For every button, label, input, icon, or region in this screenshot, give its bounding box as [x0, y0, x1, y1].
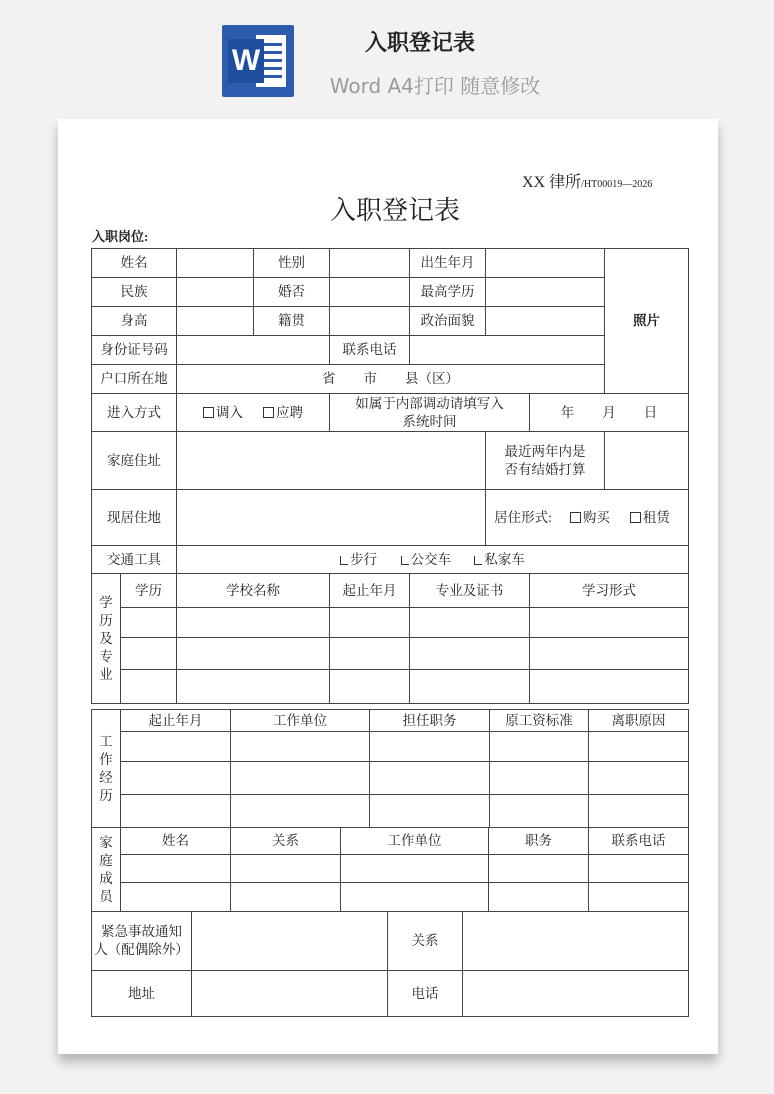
table-row [92, 670, 689, 704]
education-label: 最高学历 [410, 278, 486, 307]
family-header-relation: 关系 [231, 828, 341, 855]
hukou-field[interactable] [177, 365, 605, 394]
checkbox-icon [570, 512, 581, 523]
edu-header-degree: 学历 [121, 574, 177, 608]
position-label: 入职岗位: [92, 229, 149, 244]
edu-cell[interactable] [177, 608, 330, 638]
table-row [92, 546, 689, 574]
current-residence-label: 现居住地 [92, 490, 177, 546]
work-side-label: 工 作 经 历 [92, 710, 121, 828]
work-cell[interactable] [121, 795, 231, 828]
family-cell[interactable] [121, 883, 231, 912]
photo-cell[interactable]: 照片 [605, 249, 689, 394]
gender-field[interactable] [330, 249, 410, 278]
work-header-employer: 工作单位 [231, 710, 370, 732]
table-row [92, 883, 689, 912]
checkbox-icon [474, 556, 482, 565]
emergency-phone-field[interactable] [463, 971, 689, 1017]
doc-code: /HT00019—2026 [581, 179, 653, 190]
table-row [92, 432, 689, 490]
emergency-contact-field[interactable] [192, 912, 388, 971]
political-field[interactable] [486, 307, 605, 336]
work-cell[interactable] [231, 732, 370, 762]
edu-cell[interactable] [330, 608, 410, 638]
word-icon [222, 25, 294, 97]
edu-cell[interactable] [410, 608, 530, 638]
edu-cell[interactable] [121, 670, 177, 704]
table-row [92, 710, 689, 732]
height-label: 身高 [92, 307, 177, 336]
transport-label: 交通工具 [92, 546, 177, 574]
internal-transfer-note: 如属于内部调动请填写入 系统时间 [330, 394, 530, 432]
county-label: 县（区） [405, 371, 459, 386]
work-cell[interactable] [231, 795, 370, 828]
id-number-label: 身份证号码 [92, 336, 177, 365]
work-cell[interactable] [121, 762, 231, 795]
birth-label: 出生年月 [410, 249, 486, 278]
id-number-field[interactable] [177, 336, 330, 365]
work-header-salary: 原工资标准 [490, 710, 589, 732]
car-checkbox[interactable]: 私家车 [474, 552, 525, 567]
work-cell[interactable] [490, 732, 589, 762]
name-label: 姓名 [92, 249, 177, 278]
banner-subtitle: Word A4打印 随意修改 [329, 74, 541, 98]
edu-header-period: 起止年月 [330, 574, 410, 608]
education-field[interactable] [486, 278, 605, 307]
family-cell[interactable] [231, 883, 341, 912]
family-header-name: 姓名 [121, 828, 231, 855]
work-cell[interactable] [231, 762, 370, 795]
table-row [92, 638, 689, 670]
home-address-label: 家庭住址 [92, 432, 177, 490]
transfer-checkbox[interactable]: 调入 [203, 405, 243, 420]
name-field[interactable] [177, 249, 254, 278]
height-field[interactable] [177, 307, 254, 336]
gender-label: 性别 [254, 249, 330, 278]
ethnicity-label: 民族 [92, 278, 177, 307]
family-cell[interactable] [121, 855, 231, 883]
edu-cell[interactable] [530, 638, 689, 670]
province-label: 省 [322, 371, 336, 386]
checkbox-icon [630, 512, 641, 523]
work-header-position: 担任职务 [370, 710, 490, 732]
family-header-phone: 联系电话 [589, 828, 689, 855]
table-row [92, 278, 689, 307]
family-members-table [91, 827, 689, 912]
edu-cell[interactable] [121, 608, 177, 638]
family-cell[interactable] [589, 883, 689, 912]
edu-header-school: 学校名称 [177, 574, 330, 608]
emergency-phone-label: 电话 [388, 971, 463, 1017]
table-row [92, 249, 689, 278]
native-place-field[interactable] [330, 307, 410, 336]
hire-checkbox[interactable]: 应聘 [263, 405, 303, 420]
entry-date-field[interactable]: 年 月 日 [530, 394, 689, 432]
marital-field[interactable] [330, 278, 410, 307]
education-side-label: 学 历 及 专 业 [92, 574, 121, 704]
table-row [92, 490, 689, 546]
edu-cell[interactable] [530, 670, 689, 704]
firm-name: XX 律所 [522, 174, 582, 191]
emergency-contact-table [91, 911, 689, 1017]
work-cell[interactable] [589, 762, 689, 795]
family-cell[interactable] [589, 855, 689, 883]
work-cell[interactable] [589, 795, 689, 828]
ethnicity-field[interactable] [177, 278, 254, 307]
city-label: 市 [363, 371, 377, 386]
family-cell[interactable] [341, 855, 489, 883]
home-address-field[interactable] [177, 432, 486, 490]
family-cell[interactable] [341, 883, 489, 912]
table-row [92, 795, 689, 828]
basic-info-table [91, 248, 689, 704]
family-cell[interactable] [489, 855, 589, 883]
edu-cell[interactable] [177, 638, 330, 670]
hukou-label: 户口所在地 [92, 365, 177, 394]
phone-label: 联系电话 [330, 336, 410, 365]
table-row [92, 365, 689, 394]
work-header-reason: 离职原因 [589, 710, 689, 732]
checkbox-icon [401, 556, 409, 565]
edu-cell[interactable] [177, 670, 330, 704]
family-header-position: 职务 [489, 828, 589, 855]
table-row [92, 971, 689, 1017]
native-place-label: 籍贯 [254, 307, 330, 336]
edu-header-major: 专业及证书 [410, 574, 530, 608]
family-cell[interactable] [489, 883, 589, 912]
edu-cell[interactable] [530, 608, 689, 638]
marriage-plan-label: 最近两年内是 否有结婚打算 [486, 432, 605, 490]
residence-type-options: 居住形式: 购买 租赁 [486, 490, 689, 546]
rent-checkbox[interactable]: 租赁 [630, 510, 670, 525]
checkbox-icon [340, 556, 348, 565]
work-header-period: 起止年月 [121, 710, 231, 732]
work-history-table [91, 709, 689, 828]
bus-checkbox[interactable]: 公交车 [401, 552, 452, 567]
table-row [92, 912, 689, 971]
word-letter: W [228, 39, 264, 83]
table-row [92, 574, 689, 608]
current-residence-field[interactable] [177, 490, 486, 546]
work-cell[interactable] [370, 762, 490, 795]
table-row [92, 608, 689, 638]
table-row [92, 762, 689, 795]
marriage-plan-field[interactable] [605, 432, 689, 490]
political-label: 政治面貌 [410, 307, 486, 336]
banner-title: 入职登记表 [364, 31, 475, 56]
edu-header-mode: 学习形式 [530, 574, 689, 608]
entry-method-options [177, 394, 330, 432]
work-cell[interactable] [370, 732, 490, 762]
checkbox-icon [203, 407, 214, 418]
firm-header [522, 169, 652, 192]
edu-cell[interactable] [121, 638, 177, 670]
table-row [92, 307, 689, 336]
emergency-relation-field[interactable] [463, 912, 689, 971]
edu-cell[interactable] [330, 670, 410, 704]
table-row [92, 855, 689, 883]
edu-cell[interactable] [410, 670, 530, 704]
table-row [92, 732, 689, 762]
work-cell[interactable] [121, 732, 231, 762]
work-cell[interactable] [490, 762, 589, 795]
document-title: 入职登记表 [329, 196, 460, 225]
emergency-relation-label: 关系 [388, 912, 463, 971]
edu-cell[interactable] [410, 638, 530, 670]
work-cell[interactable] [370, 795, 490, 828]
table-row [92, 828, 689, 855]
banner [0, 0, 774, 118]
emergency-contact-label: 紧急事故通知 人（配偶除外） [92, 912, 192, 971]
entry-method-label: 进入方式 [92, 394, 177, 432]
transport-options [177, 546, 689, 574]
checkbox-icon [263, 407, 274, 418]
family-cell[interactable] [231, 855, 341, 883]
emergency-address-label: 地址 [92, 971, 192, 1017]
walk-checkbox[interactable]: 步行 [340, 552, 377, 567]
emergency-address-field[interactable] [192, 971, 388, 1017]
edu-cell[interactable] [330, 638, 410, 670]
work-cell[interactable] [490, 795, 589, 828]
table-row [92, 336, 689, 365]
phone-field[interactable] [410, 336, 605, 365]
birth-field[interactable] [486, 249, 605, 278]
work-cell[interactable] [589, 732, 689, 762]
marital-label: 婚否 [254, 278, 330, 307]
family-header-employer: 工作单位 [341, 828, 489, 855]
table-row [92, 394, 689, 432]
family-side-label: 家 庭 成 员 [92, 828, 121, 912]
buy-checkbox[interactable]: 购买 [570, 510, 610, 525]
